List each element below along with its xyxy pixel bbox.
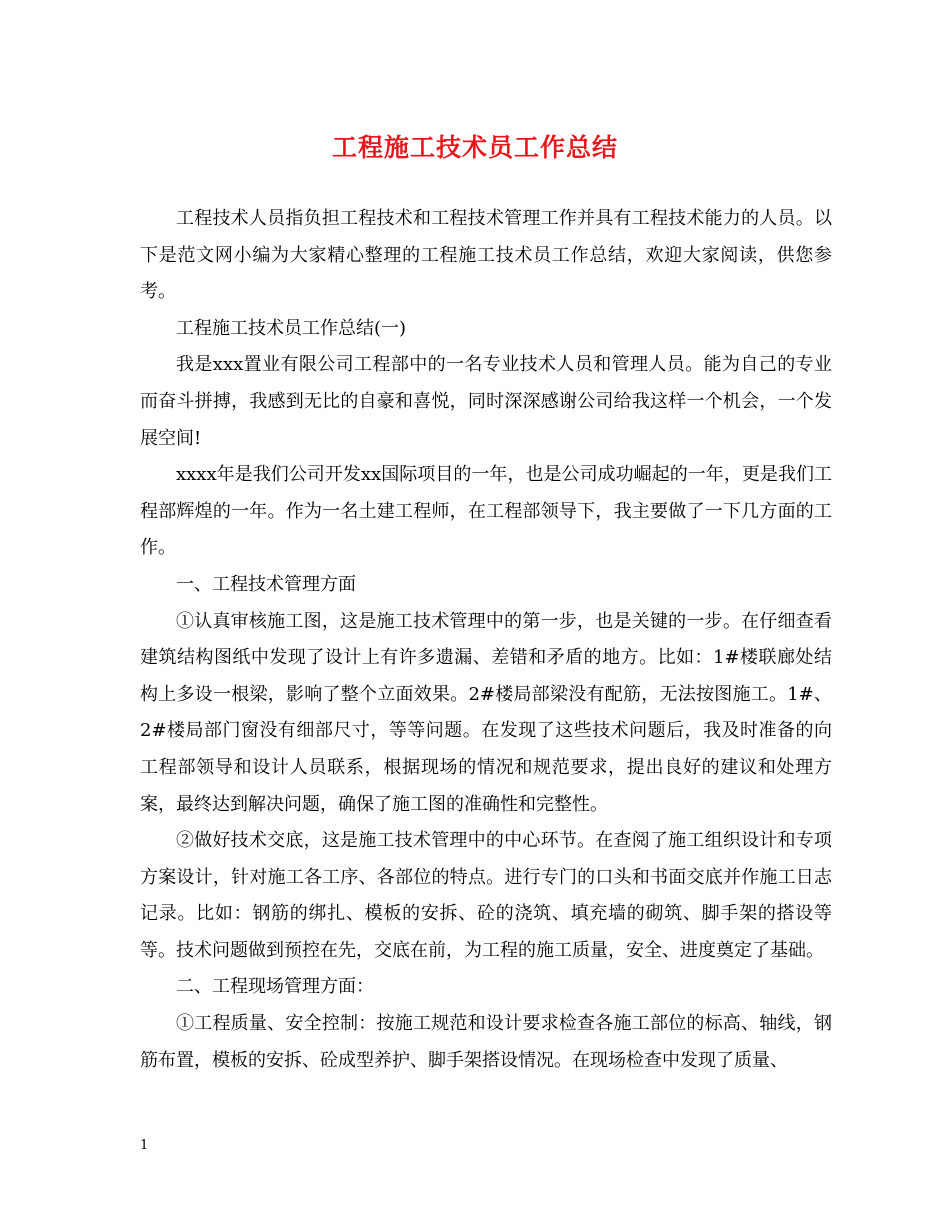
- page-number: 1: [140, 1138, 149, 1153]
- paragraph-heading-site-management: 二、工程现场管理方面：: [176, 976, 374, 998]
- document-body: [140, 201, 832, 1079]
- paragraph-year-summary: xxxx年是我们公司开发xx国际项目的一年，也是公司成功崛起的一年，更是我们工程部辉煌的一年。作为一名土建工程师，在工程部领导下，我主要做了一下几方面的工作。: [140, 464, 832, 559]
- paragraph-heading-technical-management: 一、工程技术管理方面: [176, 573, 356, 595]
- paragraph-intro: 工程技术人员指负担工程技术和工程技术管理工作并具有工程技术能力的人员。以下是范文网小编为大家精心整理的工程施工技术员工作总结，欢迎大家阅读，供您参考。: [140, 208, 832, 303]
- paragraph-section-heading-1: 工程施工技术员工作总结(一): [176, 317, 407, 339]
- document-title: 工程施工技术员工作总结: [331, 133, 618, 162]
- paragraph-quality-safety-control: ①工程质量、安全控制：按施工规范和设计要求检查各施工部位的标高、轴线，钢筋布置，模板的安拆、砼成型养护、脚手架搭设情况。在现场检查中发现了质量、: [140, 1013, 832, 1071]
- paragraph-self-introduction: 我是xxx置业有限公司工程部中的一名专业技术人员和管理人员。能为自己的专业而奋斗拼搏，我感到无比的自豪和喜悦，同时深深感谢公司给我这样一个机会，一个发展空间!: [140, 354, 832, 449]
- paragraph-technical-briefing: ②做好技术交底，这是施工技术管理中的中心环节。在查阅了施工组织设计和专项方案设计，针对施工各工序、各部位的特点。进行专门的口头和书面交底并作施工日志记录。比如：钢筋的绑扎、模板的安拆、砼的浇筑、填充墙的砌筑、脚手架的搭设等等。技术问题做到预控在先，交底在前，为工程的施工质量，安全、进度奠定了基础。: [140, 830, 832, 961]
- paragraph-review-drawings: ①认真审核施工图，这是施工技术管理中的第一步，也是关键的一步。在仔细查看建筑结构图纸中发现了设计上有许多遗漏、差错和矛盾的地方。比如：1#楼联廊处结构上多设一根梁，影响了整个立面效果。2#楼局部梁没有配筋，无法按图施工。1#、2#楼局部门窗没有细部尺寸，等等问题。在发现了这些技术问题后，我及时准备的向工程部领导和设计人员联系，根据现场的情况和规范要求，提出良好的建议和处理方案，最终达到解决问题，确保了施工图的准确性和完整性。: [140, 610, 832, 815]
